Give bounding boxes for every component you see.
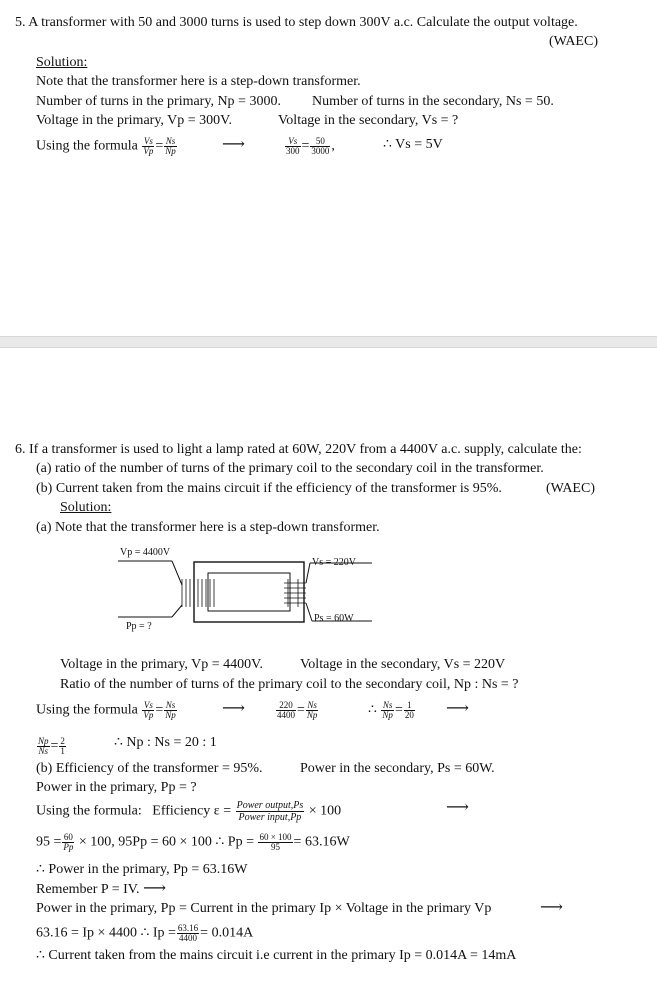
q6-part-a: (a) ratio of the number of turns of the primary coil to the secondary coil in the transformer. (36, 461, 544, 476)
q5-arrow-icon: ⟶ (222, 136, 245, 153)
q6-fraction-60-pp: $\frac{60}{Pp}$ (63, 832, 74, 852)
q6-fraction-vs-vp: $\frac{Vs}{Vp}$ (143, 700, 154, 720)
q5-formula-line: Using the formula $\frac{Vs}{Vp}$ = $\frac{Ns}{Np}$ (36, 136, 176, 156)
diagram-pp-label: Pp = ? (126, 621, 152, 632)
q5-substitution: $\frac{Vs}{300}$ = $\frac{50}{3000}$ , (286, 136, 335, 156)
q5-note: Note that the transformer here is a step-down transformer. (36, 74, 361, 89)
q6-source: (WAEC) (546, 481, 595, 496)
q6-fraction-ns-np-2: $\frac{Ns}{Np}$ (306, 700, 318, 720)
q5-voltage-primary: Voltage in the primary, Vp = 300V. (36, 113, 232, 128)
diagram-vs-label: Vs = 220V (312, 557, 356, 568)
q5-turns-primary: Number of turns in the primary, Np = 3000. (36, 94, 281, 109)
q6-arrow-icon-1: ⟶ (222, 700, 245, 717)
q5-turns-secondary: Number of turns in the secondary, Ns = 50. (312, 94, 554, 109)
q6-fraction-6000-95: $\frac{60 \times 100}{95}$ (259, 832, 292, 852)
q5-fraction-50-3000: $\frac{50}{3000}$ (311, 136, 330, 156)
q6-pp-calculation: 95 = $\frac{60}{Pp}$ × 100, 95Pp = 60 × 100 ∴ Pp = $\frac{60 \times 100}{95}$ = 63.16W (36, 832, 350, 852)
q6-note: (a) Note that the transformer here is a step-down transformer. (36, 520, 380, 535)
q6-ps-line: Power in the secondary, Ps = 60W. (300, 761, 495, 776)
q6-voltage-primary: Voltage in the primary, Vp = 4400V. (60, 657, 263, 672)
q6-voltage-secondary: Voltage in the secondary, Vs = 220V (300, 657, 506, 672)
q6-formula-line: Using the formula $\frac{Vs}{Vp}$ = $\frac{Ns}{Np}$ (36, 700, 176, 720)
q5-voltage-secondary: Voltage in the secondary, Vs = ? (278, 113, 459, 128)
q6-arrow-icon-5: ⟶ (540, 899, 563, 916)
transformer-diagram (110, 545, 380, 640)
q6-efficiency-line: (b) Efficiency of the transformer = 95%. (36, 761, 263, 776)
q5-fraction-vs-vp: $\frac{Vs}{Vp}$ (143, 136, 154, 156)
q6-simplified: ∴ $\frac{Ns}{Np}$ = $\frac{1}{20}$ (368, 700, 414, 720)
diagram-vp-label: Vp = 4400V (120, 547, 171, 558)
q6-fraction-220-4400: $\frac{220}{4400}$ (277, 700, 295, 720)
q6-fraction-6316-4400: $\frac{63.16}{4400}$ (177, 923, 199, 943)
q6-ip-calculation: 63.16 = Ip × 4400 ∴ Ip = $\frac{63.16}{4400}$ = 0.014A (36, 923, 254, 943)
q5-solution-label: Solution: (36, 55, 88, 70)
q6-arrow-icon-2: ⟶ (446, 700, 469, 717)
q6-remember-line: Remember P = IV. ⟶ (36, 880, 166, 897)
q6-pp-result: ∴ Power in the primary, Pp = 63.16W (36, 862, 248, 877)
q5-question: 5. A transformer with 50 and 3000 turns is used to step down 300V a.c. Calculate the output voltage. (15, 15, 578, 30)
q6-ratio-result: ∴ Np : Ns = 20 : 1 (114, 735, 217, 750)
q6-final-answer: ∴ Current taken from the mains circuit i.e current in the primary Ip = 0.014A = 14mA (36, 948, 517, 963)
q6-fraction-2-1: $\frac{2}{1}$ (60, 736, 65, 756)
q6-solution-label: Solution: (60, 500, 112, 515)
q6-efficiency-label: Efficiency ε = (152, 803, 232, 819)
q6-efficiency-formula (36, 800, 341, 823)
q5-formula-label: Using the formula (36, 138, 138, 154)
q6-fraction-ns-np-3: $\frac{Ns}{Np}$ (382, 700, 393, 720)
q6-question: 6. If a transformer is used to light a lamp rated at 60W, 220V from a 4400V a.c. supply, calculate the: (15, 442, 582, 457)
q6-ratio-question: Ratio of the number of turns of the primary coil to the secondary coil, Np : Ns = ? (60, 677, 519, 692)
q6-fraction-1-20: $\frac{1}{20}$ (404, 700, 414, 720)
diagram-ps-label: Ps = 60W (314, 613, 354, 624)
q6-arrow-icon-3: ⟶ (446, 799, 469, 816)
q6-times-100: × 100 (308, 803, 342, 819)
q6-arrow-icon-4: ⟶ (143, 880, 166, 897)
q5-fraction-ns-np: $\frac{Ns}{Np}$ (165, 136, 176, 156)
q6-power-equation: Power in the primary, Pp = Current in the primary Ip × Voltage in the primary Vp (36, 901, 492, 916)
q6-formula2-label: Using the formula: (36, 803, 142, 819)
q6-fraction-np-ns: $\frac{Np}{Ns}$ (38, 736, 49, 756)
q5-fraction-vs-300: $\frac{Vs}{300}$ (286, 136, 300, 156)
q6-part-b: (b) Current taken from the mains circuit if the efficiency of the transformer is 95%. (36, 481, 502, 496)
q6-fraction-power-output-input: Power output,Ps Power input,Pp (236, 800, 304, 823)
q6-pp-line: Power in the primary, Pp = ? (36, 780, 197, 795)
q6-formula-label: Using the formula (36, 702, 138, 718)
q5-source: (WAEC) (549, 34, 598, 49)
page-separator (0, 336, 657, 348)
q6-substitution: $\frac{220}{4400}$ = $\frac{Ns}{Np}$ (277, 700, 318, 720)
q5-result: ∴ Vs = 5V (383, 137, 443, 152)
q6-inverse-fraction: $\frac{Np}{Ns}$ = $\frac{2}{1}$ (38, 736, 65, 756)
q6-fraction-ns-np: $\frac{Ns}{Np}$ (165, 700, 176, 720)
